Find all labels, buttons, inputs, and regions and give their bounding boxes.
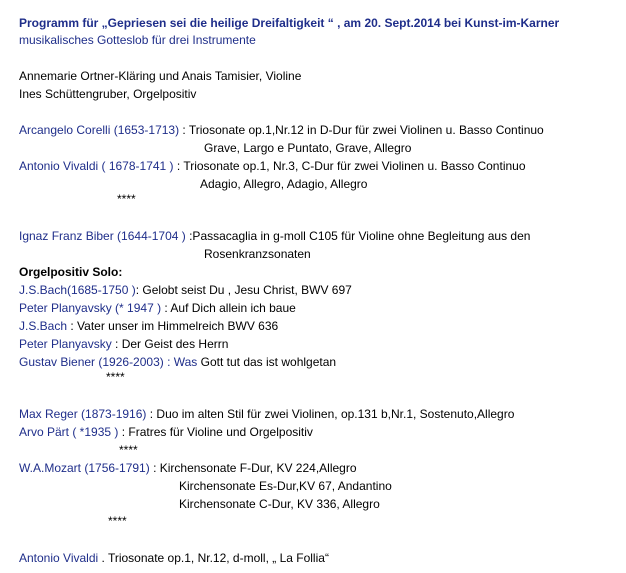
- organ-work: : Gelobt seist Du , Jesu Christ, BWV 697: [135, 283, 352, 297]
- composer-reger: Max Reger (1873-1916): [19, 407, 147, 421]
- composer-part: Arvo Pärt ( *1935 ): [19, 425, 119, 439]
- organ-work: Gott tut das ist wohlgetan: [197, 355, 337, 369]
- work-mozart-3: Kirchensonate C-Dur, KV 336, Allegro: [179, 497, 380, 511]
- organ-composer: J.S.Bach(1685-1750 ): [19, 283, 136, 297]
- separator-1: ****: [117, 192, 136, 206]
- program-item-vivaldi-1: [19, 158, 526, 174]
- organ-item: [19, 354, 336, 370]
- organ-solo-heading: Orgelpositiv Solo:: [19, 265, 123, 279]
- work-biber-continued: Rosenkranzsonaten: [204, 247, 311, 261]
- program-item-mozart: [19, 460, 357, 476]
- organ-work: : Der Geist des Herrn: [111, 337, 229, 351]
- composer-vivaldi-2: Antonio Vivaldi: [19, 551, 99, 565]
- movements-vivaldi-1: Adagio, Allegro, Adagio, Allegro: [200, 177, 368, 191]
- organ-composer: Gustav Biener (1926-2003) : Was: [19, 355, 198, 369]
- performers-violin: Annemarie Ortner-Kläring und Anais Tamisier, Violine: [19, 69, 302, 83]
- work-part: : Fratres für Violine und Orgelpositiv: [118, 425, 313, 439]
- document-subtitle: musikalisches Gotteslob für drei Instrumente: [19, 33, 256, 47]
- composer-vivaldi-1: Antonio Vivaldi ( 1678-1741 ): [19, 159, 174, 173]
- program-item-part: [19, 424, 313, 440]
- document-title: Programm für „Gepriesen sei die heilige Dreifaltigkeit “ , am 20. Sept.2014 bei Kunst-im-Karner: [19, 16, 560, 30]
- organ-composer: Peter Planyavsky: [19, 337, 112, 351]
- composer-biber: Ignaz Franz Biber (1644-1704 ): [19, 229, 186, 243]
- separator-4: ****: [108, 514, 127, 528]
- separator-2: ****: [106, 370, 125, 384]
- movements-corelli: Grave, Largo e Puntato, Grave, Allegro: [204, 141, 412, 155]
- composer-mozart: W.A.Mozart (1756-1791): [19, 461, 150, 475]
- organ-item: [19, 318, 278, 334]
- work-vivaldi-2: . Triosonate op.1, Nr.12, d-moll, „ La Follia“: [98, 551, 329, 565]
- work-vivaldi-1: : Triosonate op.1, Nr.3, C-Dur für zwei Violinen u. Basso Continuo: [173, 159, 526, 173]
- work-biber: :Passacaglia in g-moll C105 für Violine ohne Begleitung aus den: [185, 229, 531, 243]
- organ-composer: J.S.Bach: [19, 319, 68, 333]
- program-item-biber: [19, 228, 530, 244]
- organ-work: : Auf Dich allein ich baue: [161, 301, 296, 315]
- work-mozart: : Kirchensonate F-Dur, KV 224,Allegro: [149, 461, 357, 475]
- organ-work: : Vater unser im Himmelreich BWV 636: [67, 319, 279, 333]
- program-item-reger: [19, 406, 514, 422]
- work-reger: : Duo im alten Stil für zwei Violinen, op.131 b,Nr.1, Sostenuto,Allegro: [146, 407, 515, 421]
- organ-item: [19, 300, 296, 316]
- composer-corelli: Arcangelo Corelli (1653-1713): [19, 123, 180, 137]
- work-mozart-2: Kirchensonate Es-Dur,KV 67, Andantino: [179, 479, 392, 493]
- organ-item: [19, 282, 352, 298]
- work-corelli: : Triosonate op.1,Nr.12 in D-Dur für zwei Violinen u. Basso Continuo: [179, 123, 544, 137]
- performers-organ: Ines Schüttengruber, Orgelpositiv: [19, 87, 197, 101]
- organ-composer: Peter Planyavsky (* 1947 ): [19, 301, 162, 315]
- program-item-corelli: [19, 122, 544, 138]
- program-item-vivaldi-2: [19, 550, 329, 566]
- separator-3: ****: [119, 443, 138, 457]
- organ-item: [19, 336, 228, 352]
